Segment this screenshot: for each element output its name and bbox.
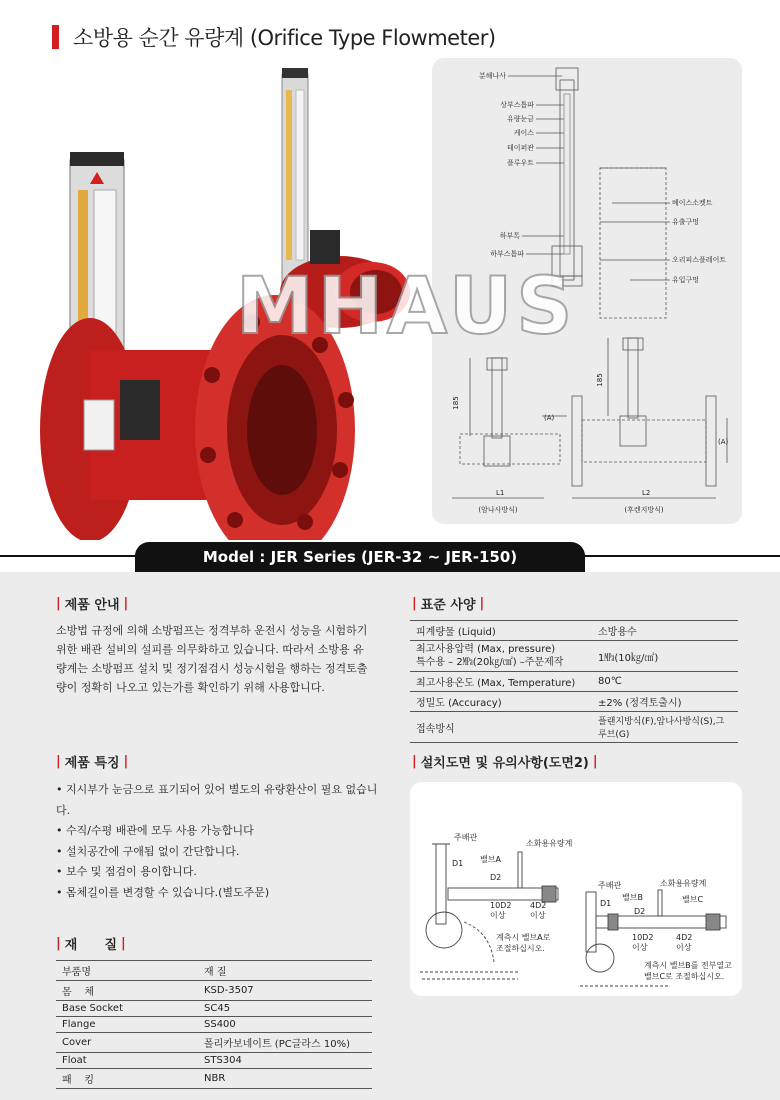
dim-l1: L1 bbox=[496, 489, 505, 497]
table-row: 접속방식 플랜지방식(F),암나사방식(S),그루브(G) bbox=[410, 712, 738, 743]
table-row: 패 킹 NBR bbox=[56, 1069, 372, 1089]
right-len1: 10D2 bbox=[632, 933, 654, 942]
right-d2: D2 bbox=[634, 907, 646, 916]
right-main-pipe: 주배관 bbox=[598, 881, 622, 890]
spec-title: 표준 사양 bbox=[420, 598, 476, 613]
table-row: 최고사용온도 (Max, Temperature) 80℃ bbox=[410, 672, 738, 692]
feature-item: • 몸체길이를 변경할 수 있습니다.(별도주문) bbox=[56, 885, 270, 899]
label-part-right-3: 유입구멍 bbox=[672, 276, 700, 284]
material-table bbox=[56, 960, 372, 1089]
features-title: 제품 특징 bbox=[64, 756, 120, 771]
left-len2b: 이상 bbox=[530, 911, 546, 920]
label-part-1: 상부스톱파 bbox=[500, 101, 534, 109]
dim-185-left: 185 bbox=[452, 396, 460, 410]
right-len2b: 이상 bbox=[676, 943, 692, 952]
material-title: 재 질 bbox=[64, 938, 118, 953]
spec-table bbox=[410, 620, 738, 743]
left-meter: 소화용유량계 bbox=[526, 839, 573, 848]
left-len2: 4D2 bbox=[530, 901, 547, 910]
left-d1: D1 bbox=[452, 859, 464, 868]
table-row: 최고사용압력 (Max, pressure) 특수용 – 2㎫(20㎏/㎠) –주문제작 1㎫(10㎏/㎠) bbox=[410, 641, 738, 672]
install-heading: | 설치도면 및 유의사항(도면2) | bbox=[412, 754, 598, 771]
right-note-2: 밸브C로 조절하십시오. bbox=[644, 972, 725, 981]
features-list bbox=[56, 780, 386, 903]
label-part-2: 유량눈금 bbox=[506, 115, 534, 123]
table-row: 피계량물 (Liquid) 소방용수 bbox=[410, 621, 738, 641]
material-header-part: 부품명 bbox=[56, 961, 198, 981]
feature-item: • 보수 및 점검이 용이합니다. bbox=[56, 865, 197, 878]
features-heading: | 제품 특징 | bbox=[56, 754, 129, 771]
watermark: MHAUS bbox=[236, 262, 577, 352]
feature-item: • 수직/수평 배관에 모두 사용 가능합니다 bbox=[56, 824, 254, 837]
label-part-right-0: 베이스소켓트 bbox=[672, 199, 713, 207]
model-band bbox=[0, 542, 780, 572]
table-header-row bbox=[56, 961, 372, 981]
right-len2: 4D2 bbox=[676, 933, 693, 942]
label-part-6: 하부톡 bbox=[499, 232, 520, 240]
label-part-5: 플루우트 bbox=[506, 159, 534, 167]
model-label: Model : JER Series (JER-32 ~ JER-150) bbox=[135, 542, 585, 572]
feature-item: • 지시부가 눈금으로 표기되어 있어 별도의 유량환산이 필요 없습니다. bbox=[56, 783, 378, 817]
dim-185-right: 185 bbox=[596, 373, 604, 387]
dim-a-right: (A) bbox=[718, 438, 729, 446]
install-diagram bbox=[410, 782, 742, 996]
install-title: 설치도면 및 유의사항(도면2) bbox=[420, 756, 589, 771]
left-note-1: 계측시 밸브A로 bbox=[496, 933, 551, 942]
table-row: Float STS304 bbox=[56, 1053, 372, 1069]
material-heading: | 재 질 | bbox=[56, 936, 126, 953]
left-valve-a: 밸브A bbox=[480, 855, 501, 864]
label-part-0: 분해나사 bbox=[478, 72, 506, 80]
caption-flange: (후렌지방식) bbox=[624, 506, 664, 514]
left-note-2: 조절하십시오. bbox=[496, 944, 545, 953]
right-valve-b: 밸브B bbox=[622, 893, 643, 902]
feature-item: • 설치공간에 구애됨 없이 간단합니다. bbox=[56, 844, 240, 858]
label-part-7: 하부스톱파 bbox=[490, 250, 524, 258]
label-part-3: 케이스 bbox=[513, 129, 534, 137]
spec-heading: | 표준 사양 | bbox=[412, 596, 485, 613]
intro-heading: | 제품 안내 | bbox=[56, 596, 129, 613]
page-title: 소방용 순간 유량계 (Orifice Type Flowmeter) bbox=[73, 26, 496, 50]
right-d1: D1 bbox=[600, 899, 612, 908]
left-len1b: 이상 bbox=[490, 911, 506, 920]
right-note-1: 계측시 밸브B를 전부열고 bbox=[644, 961, 732, 970]
right-len1b: 이상 bbox=[632, 943, 648, 952]
label-part-right-2: 오리피스플레이트 bbox=[672, 256, 727, 264]
caption-female-thread: (암나사방식) bbox=[478, 506, 518, 514]
table-row: 정밀도 (Accuracy) ±2% (정격토출시) bbox=[410, 692, 738, 712]
dim-a-left: (A) bbox=[544, 414, 555, 422]
header-accent-bar bbox=[52, 25, 59, 49]
dim-l2: L2 bbox=[642, 489, 651, 497]
label-part-4: 테이퍼관 bbox=[506, 144, 534, 152]
intro-text: 소방법 규정에 의해 소방펌프는 정격부하 운전시 성능을 시험하기위한 배관 설비의 설피를 의무화하고 있습니다. 따라서 소방용 유량계는 소방펌프 설치 및 정기점검시 성능시험을 행하는 정격토출량이 정확히 나오고 있는가를 확인하기 위해 사용합니다. bbox=[56, 624, 368, 694]
intro-title: 제품 안내 bbox=[64, 598, 120, 613]
label-part-right-1: 유출구멍 bbox=[672, 218, 700, 226]
left-main-pipe: 주배관 bbox=[454, 833, 478, 842]
right-meter: 소화용유량계 bbox=[660, 879, 707, 888]
material-header-material: 재 질 bbox=[198, 961, 372, 981]
table-row: Cover 폴리카보네이트 (PC글라스 10%) bbox=[56, 1033, 372, 1053]
right-valve-c: 밸브C bbox=[682, 895, 704, 904]
page-header bbox=[52, 22, 496, 52]
left-len1: 10D2 bbox=[490, 901, 512, 910]
left-d2: D2 bbox=[490, 873, 502, 882]
table-row: 몸 체 KSD-3507 bbox=[56, 981, 372, 1001]
table-row: Base Socket SC45 bbox=[56, 1001, 372, 1017]
table-row: Flange SS400 bbox=[56, 1017, 372, 1033]
